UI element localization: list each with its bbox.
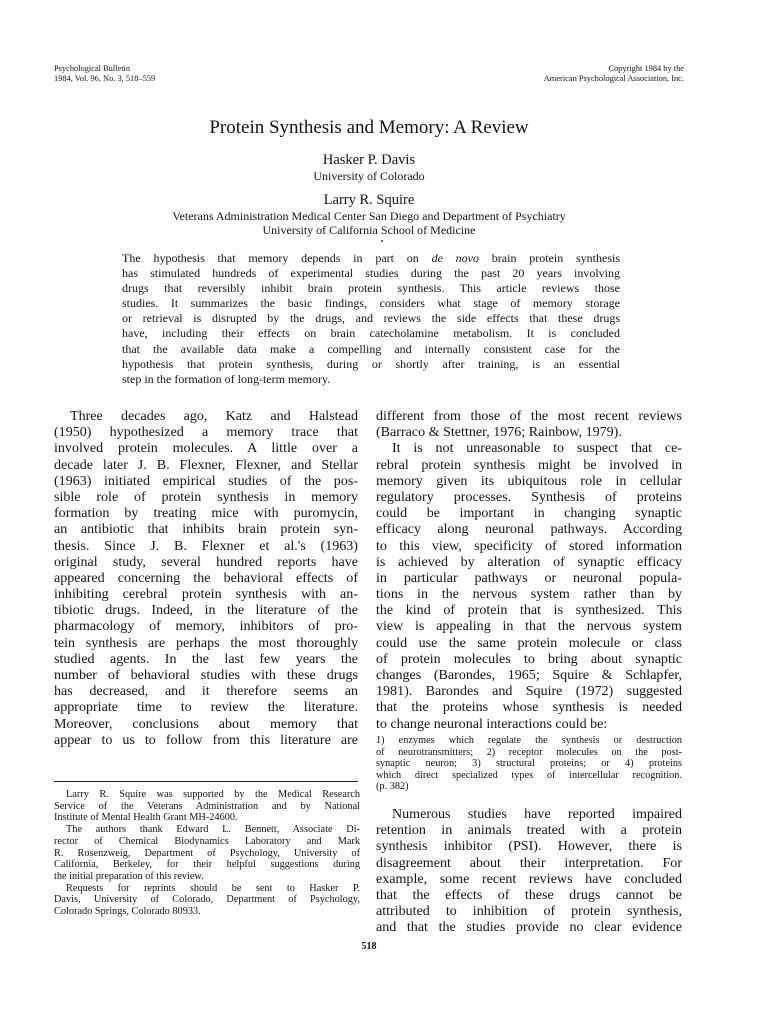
footnote-line: rector of Chemical Biodynamics Laboratory and Mark: [54, 835, 360, 847]
body-line: (1963) initiated empirical studies of the pos-: [54, 472, 358, 489]
body-column-right: [376, 408, 682, 732]
footnote-line: Service of the Veterans Administration and by National: [54, 800, 360, 812]
abstract-line: drugs that reversibly inhibit brain protein synthesis. This article reviews those: [122, 281, 620, 296]
body-line: tein synthesis are perhaps the most thoroughly: [54, 634, 358, 651]
body-line: studied agents. In the last few years the: [54, 650, 358, 667]
body-line: efficacy along neuronal pathways. According: [376, 521, 682, 538]
body-line: Numerous studies have reported impaired: [392, 806, 682, 822]
body-line: an antibiotic that inhibits brain protein syn-: [54, 521, 358, 538]
body-line: and that the studies provide no clear evidence: [376, 919, 682, 936]
body-line: different from those of the most recent reviews: [376, 408, 682, 424]
abstract-line: hypothesis that protein synthesis, during or shortly after training, is an essential: [122, 356, 620, 371]
abstract-line: studies. It summarizes the basic findings, considers what stage of memory storage: [122, 296, 620, 311]
body-line: formation by treating mice with puromycin,: [54, 505, 358, 522]
body-line: Moreover, conclusions about memory that: [54, 715, 358, 732]
body-line: to change neuronal interactions could be:: [376, 715, 608, 732]
abstract-line: step in the formation of long-term memory.: [122, 371, 331, 386]
body-column-right-continued: [376, 806, 682, 936]
abstract-line: have, including their effects on brain catecholamine metabolism. It is concluded: [122, 326, 620, 341]
quote-line: 1) enzymes which regulate the synthesis or destruction: [376, 735, 682, 746]
abstract-line: that the available data make a compelling and internally consistent case for the: [122, 341, 620, 356]
body-line: (1950) hypothesized a memory trace that: [54, 424, 358, 441]
footnote-line: The authors thank Edward L. Bennett, Associate Di-: [66, 824, 360, 836]
footnote-line: Davis, University of Colorado, Department of Psychology,: [54, 894, 360, 906]
author-name: Larry R. Squire: [323, 192, 415, 208]
body-line: It is not unreasonable to suspect that ce-: [392, 440, 682, 457]
body-line: could use the same protein molecule or class: [376, 634, 682, 651]
body-line: involved protein molecules. A little over a: [54, 440, 358, 457]
body-line: tibiotic drugs. Indeed, in the literature of the: [54, 602, 358, 619]
footnote-line: Larry R. Squire was supported by the Medical Research: [66, 789, 360, 800]
footnote-rule: [54, 781, 358, 782]
block-quote: [376, 735, 682, 793]
body-line: in particular pathways or neuronal popula-: [376, 569, 682, 586]
body-line: view is appealing in that the nervous system: [376, 618, 682, 635]
body-line: changes (Barondes, 1965; Squire & Schlapfer,: [376, 667, 682, 683]
body-line: 1981). Barondes and Squire (1972) suggested: [376, 683, 682, 700]
abstract-line: or retrieval is disrupted by the drugs, and reviews the side effects that these drugs: [122, 311, 620, 326]
quote-line: synaptic neuron; 3) structural proteins; or 4) proteins: [376, 758, 682, 770]
body-line: (Barraco & Stettner, 1976; Rainbow, 1979).: [376, 424, 622, 441]
body-line: example, some recent reviews have concluded: [376, 870, 682, 887]
body-line: that the effects of these drugs cannot be: [376, 887, 682, 904]
body-line: memory given its ubiquitous role in cellular: [376, 472, 682, 489]
affiliation-line: Veterans Administration Medical Center San Diego and Department of Psychiatry: [172, 209, 566, 223]
body-line: is achieved by alteration of synaptic efficacy: [376, 553, 682, 570]
body-line: tions in the nervous system rather than by: [376, 586, 682, 603]
body-line: disagreement about their interpretation. For: [376, 854, 682, 871]
footnotes: [54, 789, 360, 918]
quote-line: (p. 382): [376, 781, 409, 793]
footnote-line: Institute of Mental Health Grant MH-24600.: [54, 812, 238, 824]
author-affiliation: [0, 209, 738, 237]
journal-name: Psychological Bulletin: [54, 64, 131, 73]
publisher-line: American Psychological Association, Inc.: [543, 73, 684, 83]
journal-citation: 1984, Vol. 96, No. 3, 518–559: [54, 73, 156, 83]
article-title: Protein Synthesis and Memory: A Review: [209, 117, 529, 138]
body-line: rebral protein synthesis might be involved in: [376, 456, 682, 473]
separator-dot: [381, 240, 383, 242]
body-line: regulatory processes. Synthesis of proteins: [376, 488, 682, 505]
abstract-line: The hypothesis that memory depends in part on de novo brain protein synthesis: [122, 251, 620, 265]
footnote-line: the initial preparation of this review.: [54, 870, 204, 882]
body-line: appeared concerning the behavioral effects of: [54, 569, 358, 586]
quote-line: of neurotransmitters; 2) receptor molecules on the post-: [376, 746, 682, 758]
footnote-line: California, Berkeley, for their helpful suggestions during: [54, 859, 360, 871]
body-line: thesis. Since J. B. Flexner et al.'s (1963): [54, 537, 358, 554]
body-line: original study, several hundred reports have: [54, 553, 358, 570]
footnote-line: Requests for reprints should be sent to Hasker P.: [66, 882, 360, 894]
abstract-line: has stimulated hundreds of experimental studies during the past 20 years involving: [122, 266, 620, 281]
body-column-left: [54, 408, 358, 748]
page-number: 518: [361, 941, 377, 952]
body-line: decade later J. B. Flexner, Flexner, and Stellar: [54, 456, 358, 473]
body-line: pharmacology of memory, inhibitors of pro-: [54, 618, 358, 635]
body-line: appear to us to follow from this literature are: [54, 731, 358, 748]
footnote-line: Colorado Springs, Colorado 80933.: [54, 906, 201, 918]
body-line: attributed to inhibition of protein synthesis,: [376, 903, 682, 920]
body-line: the kind of protein that is synthesized. This: [376, 602, 682, 619]
body-line: appropriate time to review the literature.: [54, 699, 358, 716]
author-name: Hasker P. Davis: [322, 152, 416, 168]
body-line: that the proteins whose synthesis is needed: [376, 699, 682, 716]
body-line: has decreased, and it therefore seems an: [54, 683, 358, 700]
body-line: inhibiting cerebral protein synthesis with an-: [54, 586, 358, 603]
footnote-line: R. Rosenzweig, Department of Psychology, University of: [54, 847, 360, 859]
copyright-line: Copyright 1984 by the: [608, 64, 684, 73]
body-line: to this view, specificity of stored information: [376, 537, 682, 554]
journal-header: [54, 64, 155, 83]
author-affiliation: University of Colorado: [313, 169, 425, 183]
body-line: could be important in changing synaptic: [376, 505, 682, 522]
body-line: retention in animals treated with a protein: [376, 822, 682, 839]
quote-line: which direct specialized types of intercellular recognition.: [376, 769, 682, 781]
body-line: Three decades ago, Katz and Halstead: [70, 408, 358, 424]
body-line: synthesis inhibitor (PSI). However, there is: [376, 838, 682, 855]
body-line: of protein molecules to bring about synaptic: [376, 650, 682, 667]
abstract: [122, 251, 620, 387]
body-line: number of behavioral studies with these drugs: [54, 667, 358, 683]
copyright-header: [544, 64, 684, 83]
body-line: sible role of protein synthesis in memory: [54, 488, 358, 505]
affiliation-line: University of California School of Medicine: [262, 223, 476, 237]
